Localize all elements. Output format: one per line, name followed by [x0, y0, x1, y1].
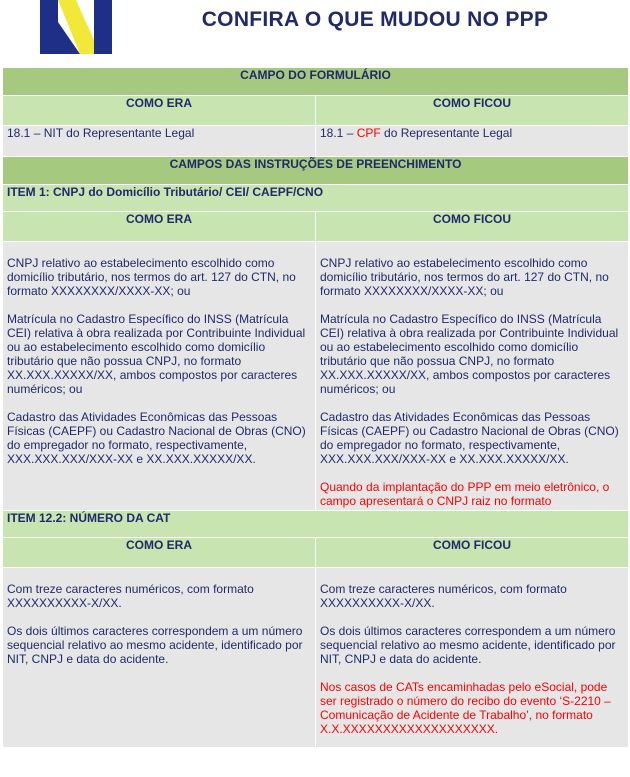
form-field-before: 18.1 – NIT do Representante Legal: [3, 126, 316, 157]
item1-before-paragraph: Matrícula no Cadastro Específico do INSS (Matrícula CEI) relativa à obra realizada por Contribuinte Individual ou ao estabelecimento escolhido como domicílio tributário que não possua CNPJ, no formato XX.XXX.XXXXX/XX, ambos compostos por caracteres numéricos; ou: [7, 312, 306, 396]
item12-title-row: [3, 511, 629, 538]
item12-after-paragraph: Com treze caracteres numéricos, com formato XXXXXXXXXX-X/XX.: [320, 582, 567, 610]
item1-after-cell: [316, 242, 629, 511]
item12-after-cell: [316, 568, 629, 748]
form-field-after: [316, 126, 629, 157]
column-headers-row: [3, 96, 629, 126]
page-title: CONFIRA O QUE MUDOU NO PPP: [201, 8, 549, 31]
item1-before-paragraph: CNPJ relativo ao estabelecimento escolhido como domicílio tributário, nos termos do art. 127 do CTN, no formato XXXXXXXX/XXXX-XX; ou: [7, 256, 296, 298]
item12-title: ITEM 12.2: NÚMERO DA CAT: [3, 511, 629, 538]
item12-content-row: [3, 568, 629, 748]
item1-after-note: Quando da implantação do PPP em meio eletrônico, o campo apresentará o CNPJ raiz no formato: [320, 480, 610, 508]
form-field-row: [3, 126, 629, 157]
section-header-instructions: CAMPOS DAS INSTRUÇÕES DE PREENCHIMENTO: [3, 157, 629, 185]
column-header-after: COMO FICOU: [316, 538, 629, 568]
form-field-after-prefix: 18.1 –: [320, 126, 357, 140]
section-instructions-row: [3, 157, 629, 185]
item1-title: ITEM 1: CNPJ do Domicílio Tributário/ CEI/ CAEPF/CNO: [3, 185, 629, 212]
column-header-before: COMO ERA: [3, 212, 316, 242]
brand-logo-icon: [40, 0, 112, 54]
item1-title-row: [3, 185, 629, 212]
item1-content-row: [3, 242, 629, 511]
column-header-after: COMO FICOU: [316, 96, 629, 126]
column-headers-row: [3, 212, 629, 242]
column-header-before: COMO ERA: [3, 96, 316, 126]
item1-after-paragraph: Cadastro das Atividades Econômicas das Pessoas Físicas (CAEPF) ou Cadastro Nacional de Obras (CNO) do empregador no formato, respectivamente, XXX.XXX.XXX/XXX-XX e XX.XXX.XXXXX/XX.: [320, 410, 619, 466]
item1-before-paragraph: Cadastro das Atividades Econômicas das Pessoas Físicas (CAEPF) ou Cadastro Nacional de Obras (CNO) do empregador no formato, respectivamente, XXX.XXX.XXX/XXX-XX e XX.XXX.XXXXX/XX.: [7, 410, 306, 466]
section-form-field-row: [3, 68, 629, 96]
comparison-table: [2, 67, 629, 748]
form-field-after-suffix: do Representante Legal: [380, 126, 513, 140]
column-header-before: COMO ERA: [3, 538, 316, 568]
column-headers-row: [3, 538, 629, 568]
item1-before-cell: [3, 242, 316, 511]
item12-before-paragraph: Os dois últimos caracteres correspondem a um número sequencial relativo ao mesmo acidente, identificado por NIT, CNPJ e data do acidente.: [7, 624, 303, 666]
column-header-after: COMO FICOU: [316, 212, 629, 242]
item12-before-paragraph: Com treze caracteres numéricos, com formato XXXXXXXXXX-X/XX.: [7, 582, 254, 610]
item12-after-note: Nos casos de CATs encaminhadas pelo eSocial, pode ser registrado o número do recibo do evento ‘S-2210 – Comunicação de Acidente de Trabalho’, no formato X.X.XXXXXXXXXXXXXXXXXXX.: [320, 680, 611, 736]
header: [0, 0, 630, 62]
item1-after-paragraph: Matrícula no Cadastro Específico do INSS (Matrícula CEI) relativa à obra realizada por Contribuinte Individual ou ao estabelecimento escolhido como domicílio tributário que não possua CNPJ, no formato XX.XXX.XXXXX/XX, ambos compostos por caracteres numéricos; ou: [320, 312, 619, 396]
section-header-form-field: CAMPO DO FORMULÁRIO: [3, 68, 629, 96]
form-field-after-highlight: CPF: [356, 126, 381, 140]
item1-after-paragraph: CNPJ relativo ao estabelecimento escolhido como domicílio tributário, nos termos do art. 127 do CTN, no formato XXXXXXXX/XXXX-XX; ou: [320, 256, 609, 298]
item12-after-paragraph: Os dois últimos caracteres correspondem a um número sequencial relativo ao mesmo acidente, identificado por NIT, CNPJ e data do acidente.: [320, 624, 616, 666]
item12-before-cell: [3, 568, 316, 748]
